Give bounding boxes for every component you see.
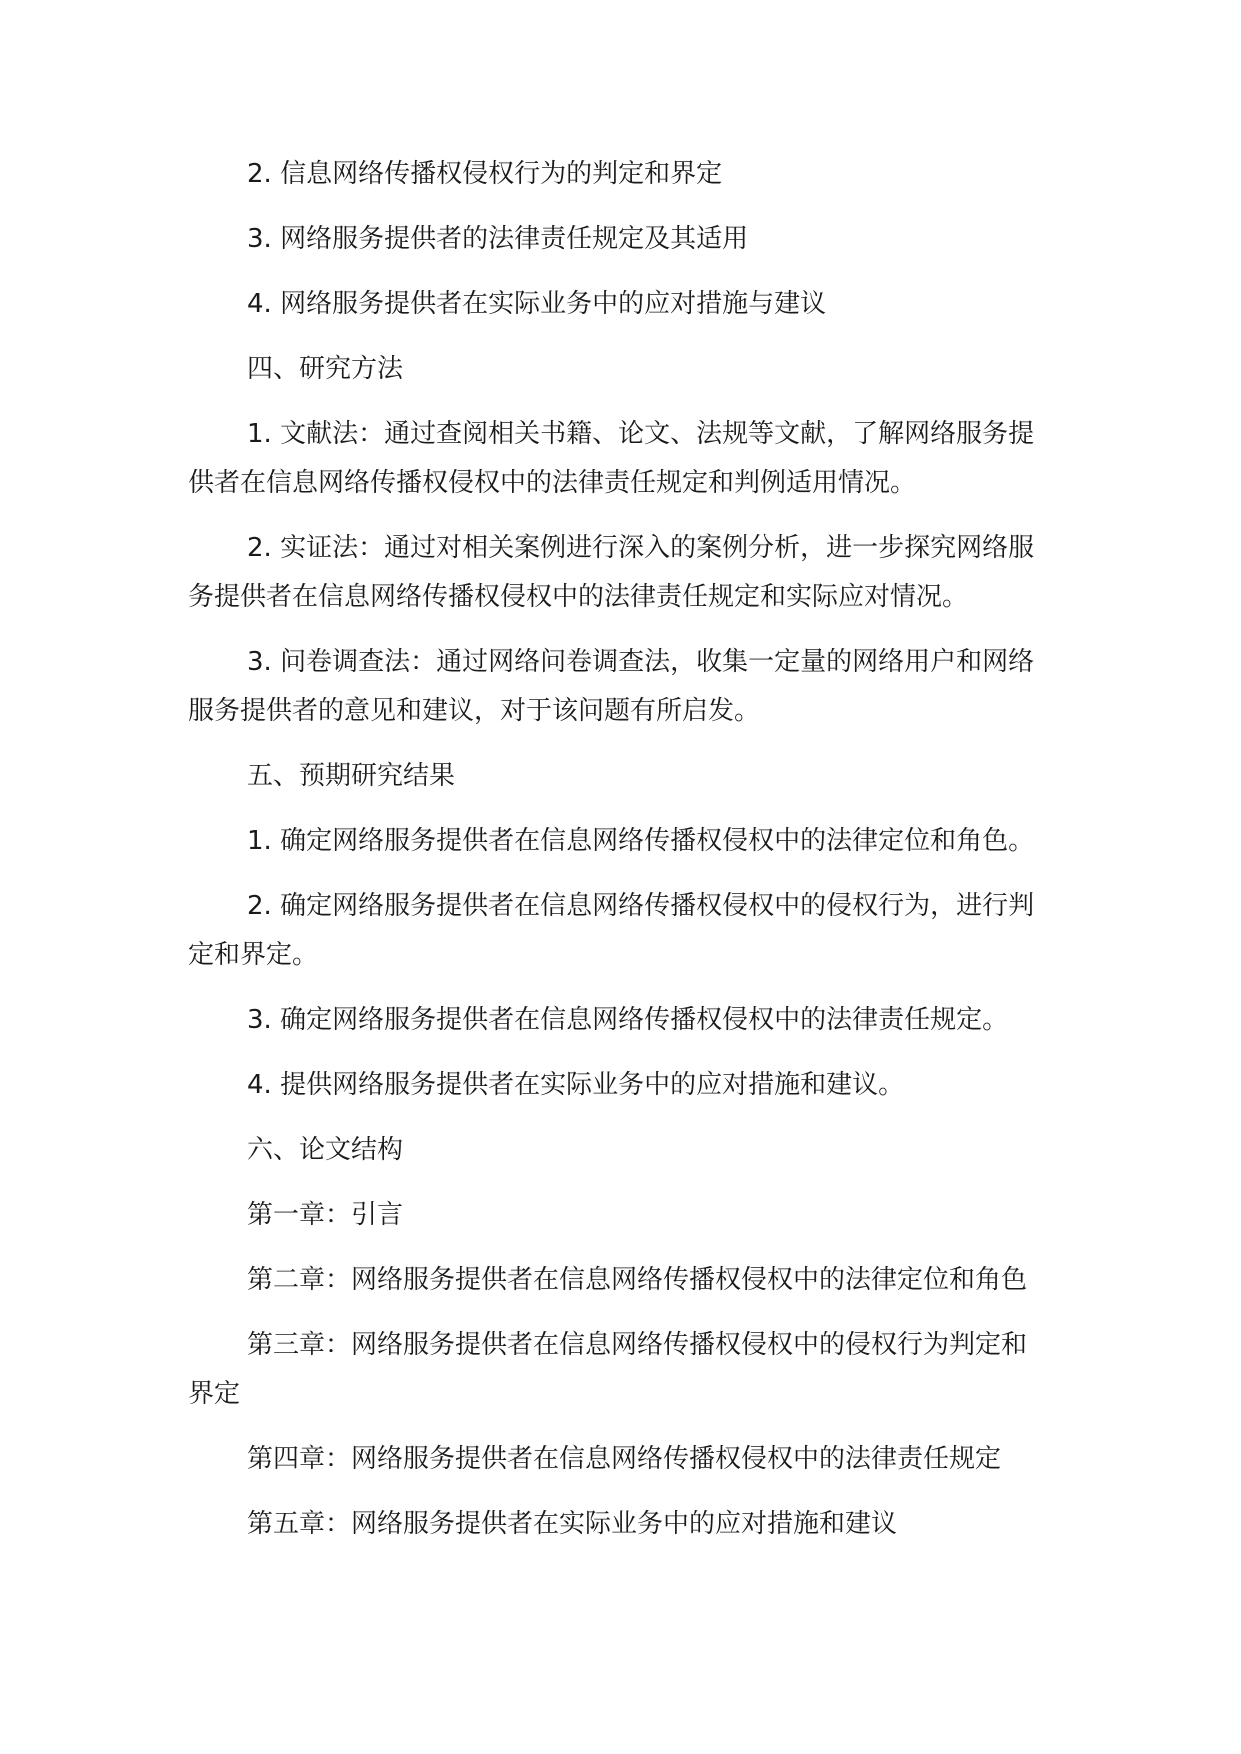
paragraph: 1. 文献法：通过查阅相关书籍、论文、法规等文献，了解网络服务提供者在信息网络传播权侵权中的法律责任规定和判例适用情况。: [188, 419, 1035, 498]
paragraph: 2. 确定网络服务提供者在信息网络传播权侵权中的侵权行为，进行判定和界定。: [188, 891, 1035, 970]
section-heading: 四、研究方法: [247, 354, 404, 384]
paragraph: 2. 实证法：通过对相关案例进行深入的案例分析，进一步探究网络服务提供者在信息网络传播权侵权中的法律责任规定和实际应对情况。: [188, 533, 1035, 612]
paragraph: 第一章：引言: [247, 1200, 404, 1230]
paragraph: 4. 提供网络服务提供者在实际业务中的应对措施和建议。: [247, 1070, 905, 1100]
paragraph: 3. 问卷调查法：通过网络问卷调查法，收集一定量的网络用户和网络服务提供者的意见和建议，对于该问题有所启发。: [188, 647, 1035, 726]
paragraph: 3. 确定网络服务提供者在信息网络传播权侵权中的法律责任规定。: [247, 1005, 1009, 1035]
document-body: [188, 150, 1048, 1565]
paragraph: 1. 确定网络服务提供者在信息网络传播权侵权中的法律定位和角色。: [247, 826, 1035, 856]
paragraph: 4. 网络服务提供者在实际业务中的应对措施与建议: [247, 289, 827, 319]
section-heading: 六、论文结构: [247, 1135, 404, 1165]
paragraph: 3. 网络服务提供者的法律责任规定及其适用: [247, 224, 749, 254]
paragraph: 第二章：网络服务提供者在信息网络传播权侵权中的法律定位和角色: [247, 1265, 1028, 1295]
paragraph: 第三章：网络服务提供者在信息网络传播权侵权中的侵权行为判定和界定: [188, 1330, 1028, 1409]
paragraph: 2. 信息网络传播权侵权行为的判定和界定: [247, 159, 723, 189]
section-heading: 五、预期研究结果: [247, 761, 456, 791]
paragraph: 第五章：网络服务提供者在实际业务中的应对措施和建议: [247, 1509, 898, 1539]
paragraph: 第四章：网络服务提供者在信息网络传播权侵权中的法律责任规定: [247, 1444, 1002, 1474]
